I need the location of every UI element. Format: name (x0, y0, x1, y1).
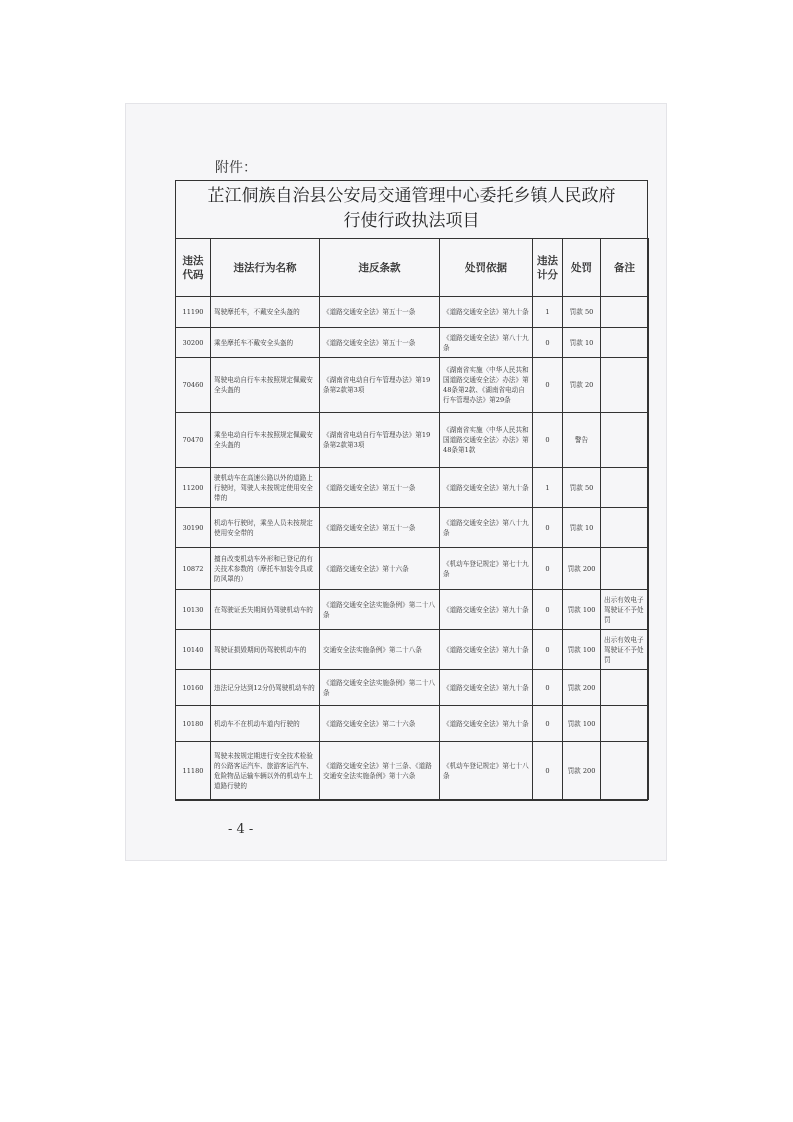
cell-penalty: 罚款 100 (563, 630, 601, 670)
cell-clause: 交通安全法实施条例》第二十八条 (320, 630, 440, 670)
cell-behavior: 驶机动车在高速公路以外的道路上行驶时，驾驶人未按规定使用安全带的 (211, 468, 320, 508)
table-row (176, 508, 649, 548)
cell-basis: 《道路交通安全法》第九十条 (440, 297, 533, 328)
cell-code: 70470 (176, 413, 211, 468)
table-row (176, 297, 649, 328)
cell-remark (601, 548, 649, 590)
table-row (176, 548, 649, 590)
header-clause: 违反条款 (320, 239, 440, 297)
cell-code: 70460 (176, 358, 211, 413)
cell-penalty: 罚款 10 (563, 328, 601, 358)
cell-points: 0 (533, 548, 563, 590)
cell-basis: 《道路交通安全法》第八十九条 (440, 328, 533, 358)
cell-penalty: 罚款 50 (563, 468, 601, 508)
cell-clause: 《道路交通安全法》第五十一条 (320, 508, 440, 548)
cell-clause: 《道路交通安全法》第五十一条 (320, 328, 440, 358)
cell-remark: 出示有效电子驾驶证不予处罚 (601, 590, 649, 630)
cell-points: 0 (533, 508, 563, 548)
cell-basis: 《机动车登记规定》第七十九条 (440, 548, 533, 590)
cell-remark (601, 706, 649, 742)
cell-behavior: 驾驶电动自行车未按照规定佩戴安全头盔的 (211, 358, 320, 413)
cell-points: 0 (533, 413, 563, 468)
header-remark: 备注 (601, 239, 649, 297)
cell-behavior: 擅自改变机动车外形和已登记的有关技术参数的（摩托车加装令具或防风罩的） (211, 548, 320, 590)
cell-points: 0 (533, 590, 563, 630)
cell-basis: 《道路交通安全法》第九十条 (440, 468, 533, 508)
cell-basis: 《湖南省实施〈中华人民共和国道路交通安全法〉办法》第48条第1款 (440, 413, 533, 468)
cell-remark (601, 508, 649, 548)
cell-code: 10140 (176, 630, 211, 670)
cell-clause: 《道路交通安全法实施条例》第二十八条 (320, 670, 440, 706)
enforcement-table (175, 238, 649, 800)
cell-behavior: 驾驶摩托车，不戴安全头盔的 (211, 297, 320, 328)
cell-basis: 《道路交通安全法》第九十条 (440, 670, 533, 706)
table-row (176, 590, 649, 630)
cell-clause: 《道路交通安全法实施条例》第二十八条 (320, 590, 440, 630)
cell-clause: 《湖南省电动自行车管理办法》第19条第2款第3项 (320, 358, 440, 413)
table-row (176, 358, 649, 413)
cell-clause: 《道路交通安全法》第二十六条 (320, 706, 440, 742)
cell-penalty: 罚款 100 (563, 706, 601, 742)
cell-code: 30200 (176, 328, 211, 358)
cell-basis: 《道路交通安全法》第八十九条 (440, 508, 533, 548)
cell-basis: 《机动车登记规定》第七十八条 (440, 742, 533, 800)
cell-code: 11200 (176, 468, 211, 508)
cell-penalty: 罚款 200 (563, 742, 601, 800)
header-penalty: 处罚 (563, 239, 601, 297)
cell-code: 10160 (176, 670, 211, 706)
cell-penalty: 罚款 200 (563, 548, 601, 590)
table-row (176, 742, 649, 800)
cell-clause: 《道路交通安全法》第五十一条 (320, 297, 440, 328)
cell-behavior: 违法记分达到12分仍驾驶机动车的 (211, 670, 320, 706)
cell-points: 0 (533, 670, 563, 706)
cell-basis: 《道路交通安全法》第九十条 (440, 590, 533, 630)
cell-remark (601, 297, 649, 328)
cell-penalty: 罚款 200 (563, 670, 601, 706)
cell-code: 11180 (176, 742, 211, 800)
cell-behavior: 乘坐电动自行车未按照规定佩戴安全头盔的 (211, 413, 320, 468)
cell-clause: 《道路交通安全法》第十六条 (320, 548, 440, 590)
header-code: 违法代码 (176, 239, 211, 297)
cell-behavior: 机动车不在机动车道内行驶的 (211, 706, 320, 742)
cell-basis: 《湖南省实施〈中华人民共和国道路交通安全法〉办法》第48条第2款、《湖南省电动自行车管理办法》第29条 (440, 358, 533, 413)
cell-remark (601, 742, 649, 800)
table-row (176, 328, 649, 358)
cell-points: 0 (533, 706, 563, 742)
cell-remark (601, 328, 649, 358)
cell-clause: 《道路交通安全法》第十三条、《道路交通安全法实施条例》第十六条 (320, 742, 440, 800)
cell-penalty: 罚款 10 (563, 508, 601, 548)
header-behavior: 违法行为名称 (211, 239, 320, 297)
cell-code: 10130 (176, 590, 211, 630)
table-row (176, 670, 649, 706)
cell-penalty: 罚款 50 (563, 297, 601, 328)
cell-remark (601, 413, 649, 468)
header-basis: 处罚依据 (440, 239, 533, 297)
cell-points: 1 (533, 297, 563, 328)
cell-behavior: 驾驶未按规定期进行安全技术检验的公路客运汽车、旅游客运汽车、危险物品运输车辆以外的机动车上道路行驶的 (211, 742, 320, 800)
table-header-row (176, 239, 649, 297)
table-row (176, 706, 649, 742)
cell-points: 0 (533, 358, 563, 413)
cell-clause: 《道路交通安全法》第五十一条 (320, 468, 440, 508)
cell-behavior: 驾驶证损毁期间仍驾驶机动车的 (211, 630, 320, 670)
attachment-label: 附件： (215, 160, 257, 176)
page-number: - 4 - (228, 822, 254, 837)
table-row (176, 630, 649, 670)
cell-penalty: 罚款 20 (563, 358, 601, 413)
table-row (176, 413, 649, 468)
table-row (176, 468, 649, 508)
cell-behavior: 乘坐摩托车不戴安全头盔的 (211, 328, 320, 358)
title-line-1: 芷江侗族自治县公安局交通管理中心委托乡镇人民政府 (207, 186, 616, 206)
cell-behavior: 机动车行驶时，乘坐人员未按规定使用安全带的 (211, 508, 320, 548)
cell-points: 0 (533, 630, 563, 670)
cell-remark (601, 358, 649, 413)
cell-code: 11190 (176, 297, 211, 328)
cell-remark (601, 468, 649, 508)
document-title (175, 184, 648, 234)
title-line-2: 行使行政执法项目 (343, 211, 480, 231)
cell-code: 10180 (176, 706, 211, 742)
cell-points: 0 (533, 742, 563, 800)
cell-clause: 《湖南省电动自行车管理办法》第19条第2款第3项 (320, 413, 440, 468)
cell-points: 1 (533, 468, 563, 508)
cell-penalty: 罚款 100 (563, 590, 601, 630)
cell-remark (601, 670, 649, 706)
cell-basis: 《道路交通安全法》第九十条 (440, 630, 533, 670)
cell-points: 0 (533, 328, 563, 358)
cell-behavior: 在驾驶证丢失期间仍驾驶机动车的 (211, 590, 320, 630)
header-points: 违法计分 (533, 239, 563, 297)
cell-basis: 《道路交通安全法》第九十条 (440, 706, 533, 742)
cell-code: 30190 (176, 508, 211, 548)
cell-penalty: 警告 (563, 413, 601, 468)
cell-remark: 出示有效电子驾驶证不予处罚 (601, 630, 649, 670)
cell-code: 10872 (176, 548, 211, 590)
